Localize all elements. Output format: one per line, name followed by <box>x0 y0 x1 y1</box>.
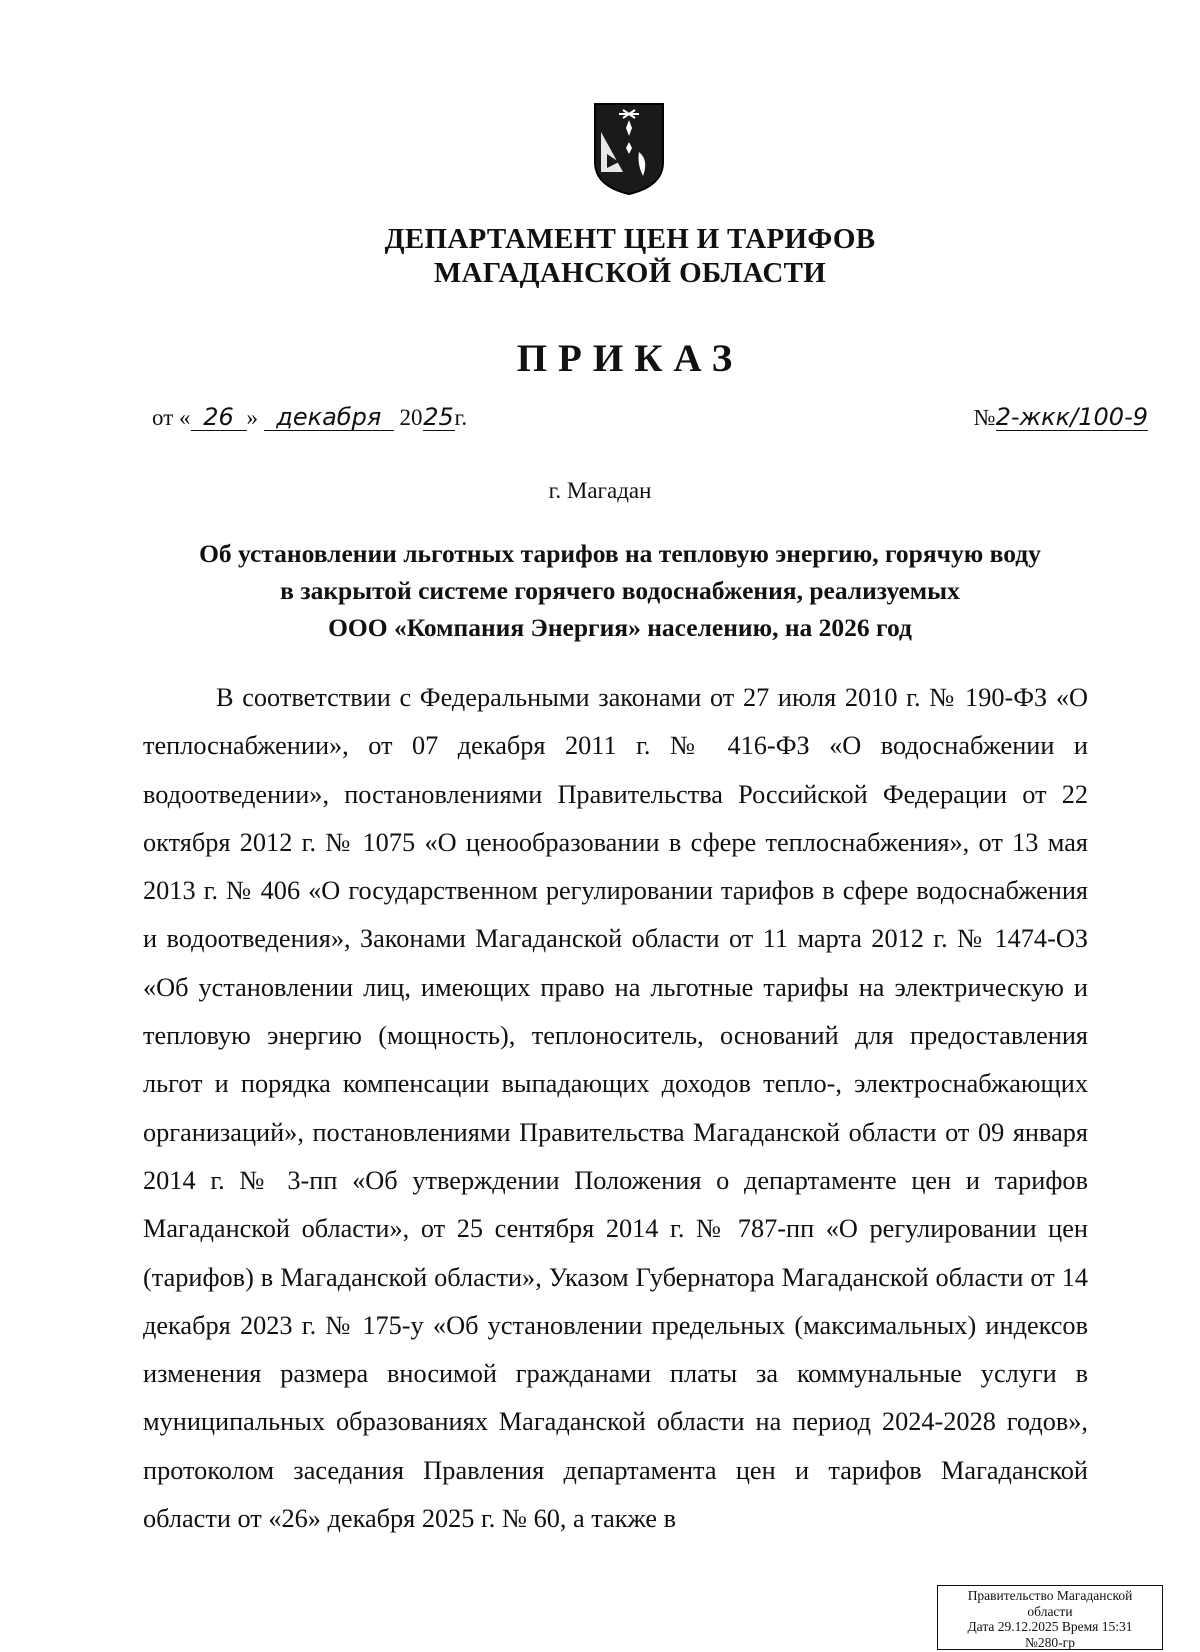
date-year-prefix: 20 <box>399 405 423 430</box>
date-prefix: от « <box>152 405 191 430</box>
number-sign: № <box>973 405 996 430</box>
date-year-suffix: 25 <box>423 403 454 431</box>
date-mid: » <box>246 405 258 430</box>
number-value: 2-жкк/100-9 <box>995 403 1148 431</box>
date-suffix: г. <box>454 405 468 430</box>
subject-line-1: Об установлении льготных тарифов на тепловую энергию, горячую воду <box>199 539 1041 568</box>
stamp-line-1: Правительство Магаданской <box>967 1588 1133 1603</box>
date-day: 26 <box>191 404 247 431</box>
registration-stamp <box>937 1585 1163 1650</box>
city: г. Магадан <box>548 478 652 503</box>
stamp-line-4: №280-гр <box>1025 1634 1075 1650</box>
body-text <box>143 674 1088 1543</box>
order-subject <box>140 535 1100 646</box>
subject-line-3: ООО «Компания Энергия» населению, на 2026 год <box>328 613 912 642</box>
document-type: ПРИКАЗ <box>516 337 744 380</box>
date-month: декабря <box>264 404 394 431</box>
stamp-line-3: Дата 29.12.2025 Время 15:31 <box>967 1619 1133 1634</box>
body-paragraph: В соответствии с Федеральными законами от 27 июля 2010 г. № 190-ФЗ «О теплоснабжении», от 07 декабря 2011 г. № 416-ФЗ «О водоснабжении и водоотведении», постановлениями Правительства Российской Федерации от 22 октября 2012 г. № 1075 «О ценообразовании в сфере теплоснабжения», от 13 мая 2013 г. № 406 «О государственном регулировании тарифов в сфере водоснабжения и водоотведения», Законами Магаданской области от 11 марта 2012 г. № 1474-ОЗ «Об установлении лиц, имеющих право на льготные тарифы на электрическую и тепловую энергию (мощность), теплоноситель, оснований для предоставления льгот и порядка компенсации выпадающих доходов тепло-, электроснабжающих организаций», постановлениями Правительства Магаданской области от 09 января 2014 г. № 3-пп «Об утверждении Положения о департаменте цен и тарифов Магаданской области», от 25 сентября 2014 г. № 787-пп «О регулировании цен (тарифов) в Магаданской области», Указом Губернатора Магаданской области от 14 декабря 2023 г. № 175-у «Об установлении предельных (максимальных) индексов изменения размера вносимой гражданами платы за коммунальные услуги в муниципальных образованиях Магаданской области на период 2024-2028 годов», протоколом заседания Правления департамента цен и тарифов Магаданской области от «26» декабря 2025 г. № 60, а также в <box>143 683 1088 1534</box>
department-line-1: ДЕПАРТАМЕНТ ЦЕН И ТАРИФОВ <box>384 223 876 255</box>
stamp-line-2: области <box>1027 1603 1073 1619</box>
coat-of-arms-emblem <box>593 102 665 196</box>
order-date <box>152 404 467 431</box>
department-name <box>300 222 960 290</box>
order-number <box>974 404 1148 431</box>
subject-line-2: в закрытой системе горячего водоснабжения, реализуемых <box>280 576 960 605</box>
department-line-2: МАГАДАНСКОЙ ОБЛАСТИ <box>433 257 827 289</box>
